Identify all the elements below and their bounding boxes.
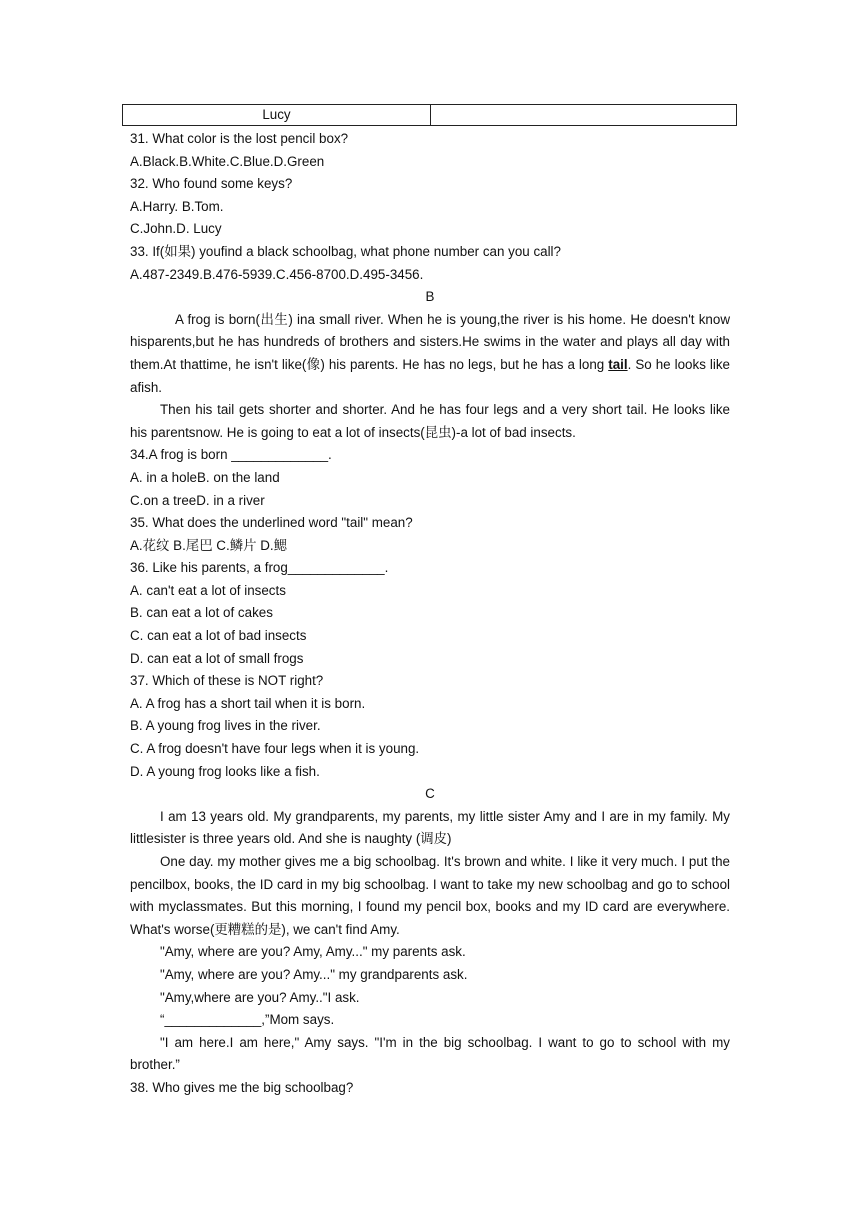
underlined-word-tail: tail [608,356,628,372]
question-37-option-b: B. A young frog lives in the river. [130,718,321,734]
dialogue-line-2: "Amy, where are you? Amy..." my grandparents ask. [160,966,468,982]
table-cell-empty [431,105,736,125]
question-34-options-ab: A. in a holeB. on the land [130,469,280,485]
question-36-option-a: A. can't eat a lot of insects [130,582,286,598]
question-35: 35. What does the underlined word "tail" mean? [130,515,413,531]
worksheet-content [130,128,730,1100]
question-37-option-d: D. A young frog looks like a fish. [130,763,320,779]
question-35-options: A.花纹 B.尾巴 C.鳞片 D.鳃 [130,537,287,553]
section-c-paragraph-3: "I am here.I am here," Amy says. "I'm in the big schoolbag. I want to go to school with my brother.” [130,1034,730,1073]
section-b-heading: B [425,289,435,305]
question-34-options-cd: C.on a treeD. in a river [130,492,265,508]
question-31: 31. What color is the lost pencil box? [130,131,349,146]
question-36-option-d: D. can eat a lot of small frogs [130,650,304,666]
dialogue-line-1: "Amy, where are you? Amy, Amy..." my parents ask. [160,944,466,960]
question-37-option-c: C. A frog doesn't have four legs when it is young. [130,741,420,757]
question-32-options-ab: A.Harry. B.Tom. [130,198,224,214]
section-b-paragraph-1 [130,309,730,399]
section-c-paragraph-1: I am 13 years old. My grandparents, my parents, my little sister Amy and I are in my family. My littlesister is three years old. And she is naughty (调皮) [130,808,730,847]
question-37-option-a: A. A frog has a short tail when it is born. [130,695,366,711]
question-36-option-c: C. can eat a lot of bad insects [130,628,307,644]
question-33: 33. If(如果) youfind a black schoolbag, what phone number can you call? [130,243,561,259]
section-b-paragraph-2: Then his tail gets shorter and shorter. And he has four legs and a very short tail. He looks like his parentsnow. He is going to eat a lot of insects(昆虫)-a lot of bad insects. [130,402,730,440]
question-34: 34.A frog is born _____________. [130,447,332,463]
dialogue-line-3: "Amy,where are you? Amy.."I ask. [160,989,360,1005]
paragraph-text-end: . So he looks like afish. [130,356,730,395]
section-c-heading: C [425,786,435,802]
question-32-options-cd: C.John.D. Lucy [130,221,222,237]
question-33-options: A.487-2349.B.476-5939.C.456-8700.D.495-3456. [130,266,424,282]
question-36: 36. Like his parents, a frog_____________. [130,560,389,576]
answer-table-row [122,104,737,126]
dialogue-line-4: “_____________,”Mom says. [160,1012,335,1028]
question-37: 37. Which of these is NOT right? [130,673,324,689]
table-cell-name: Lucy [123,105,431,125]
paragraph-text: A frog is born(出生) ina small river. When he is young,the river is his home. He doesn't know hisparents,but he has hundreds of brothers and sisters.He swims in the water and plays all day with them.At thattime, he isn't like(像) his parents. He has no legs, but he has a long [130,311,730,372]
question-31-options: A.Black.B.White.C.Blue.D.Green [130,153,325,169]
section-c-paragraph-2: One day. my mother gives me a big schoolbag. It's brown and white. I like it very much. I put the pencilbox, books, the ID card in my big schoolbag. I want to take my new schoolbag and go to school with myclassmates. But this morning, I found my pencil box, books and my ID card are everywhere. What's worse(更糟糕的是), we can't find Amy. [130,854,730,937]
question-36-option-b: B. can eat a lot of cakes [130,605,273,621]
question-38: 38. Who gives me the big schoolbag? [130,1079,354,1095]
question-32: 32. Who found some keys? [130,176,293,192]
